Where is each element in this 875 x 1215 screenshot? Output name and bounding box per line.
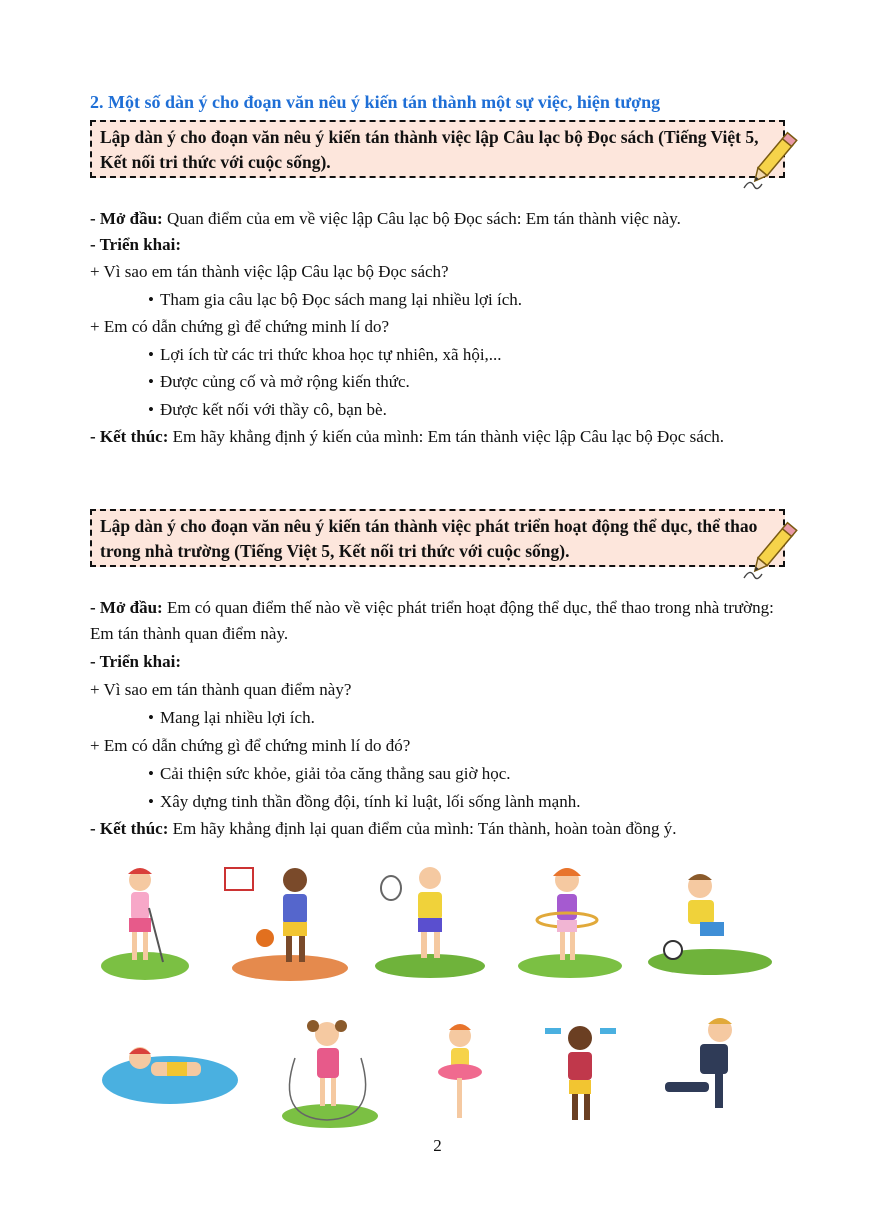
pencil-icon [740, 130, 810, 192]
soccer-boy-figure [648, 874, 772, 975]
outline2-bullet-2: • Cải thiện sức khỏe, giải tỏa căng thẳng sau giờ học. [148, 761, 868, 787]
outline2-bullet-1: • Mang lại nhiều lợi ích. [148, 705, 868, 731]
jump-rope-girl-figure [282, 1020, 378, 1128]
outline1-question-1: + Vì sao em tán thành việc lập Câu lạc bộ Đọc sách? [90, 262, 449, 281]
task-box-sports: Lập dàn ý cho đoạn văn nêu ý kiến tán thành việc phát triển hoạt động thể dục, thể thao trong nhà trường (Tiếng Việt 5, Kết nối tri thức với cuộc sống). [90, 509, 785, 567]
dumbbell-boy-figure [545, 1026, 616, 1120]
tennis-boy-figure [375, 867, 485, 978]
outline2-ending: - Kết thúc: Em hãy khẳng định lại quan điểm của mình: Tán thành, hoàn toàn đồng ý. [90, 819, 677, 838]
outline1-bullet-3: • Được củng cố và mở rộng kiến thức. [148, 369, 868, 395]
sports-children-illustration [95, 858, 785, 1133]
outline1-body-label: - Triển khai: [90, 235, 181, 254]
page-number: 2 [433, 1136, 442, 1155]
outline2-question-2: + Em có dẫn chứng gì để chứng minh lí do đó? [90, 736, 411, 755]
outline2-bullet-3: • Xây dựng tinh thần đồng đội, tính kỉ luật, lối sống lành mạnh. [148, 789, 868, 815]
pencil-icon [740, 520, 810, 582]
outline2-question-1: + Vì sao em tán thành quan điểm này? [90, 680, 352, 699]
outline2-body-label: - Triển khai: [90, 652, 181, 671]
outline1-bullet-2: • Lợi ích từ các tri thức khoa học tự nhiên, xã hội,... [148, 342, 868, 368]
martial-arts-boy-figure [665, 1018, 732, 1108]
outline1-opening: - Mở đầu: Quan điểm của em về việc lập Câu lạc bộ Đọc sách: Em tán thành việc này. [90, 209, 681, 228]
swimmer-figure [102, 1047, 238, 1104]
basketball-boy-figure [225, 868, 348, 981]
outline1-question-2: + Em có dẫn chứng gì để chứng minh lí do? [90, 317, 390, 336]
hula-hoop-girl-figure [518, 868, 622, 978]
golf-girl-figure [101, 868, 189, 980]
outline1-bullet-4: • Được kết nối với thầy cô, bạn bè. [148, 397, 868, 423]
outline2-opening: - Mở đầu: Em có quan điểm thế nào về việc phát triển hoạt động thể dục, thể thao trong nhà trường: Em tán thành quan điểm này. [90, 598, 774, 643]
task-box-reading-club: Lập dàn ý cho đoạn văn nêu ý kiến tán thành việc lập Câu lạc bộ Đọc sách (Tiếng Việt 5, Kết nối tri thức với cuộc sống). [90, 120, 785, 178]
section-title: 2. Một số dàn ý cho đoạn văn nêu ý kiến tán thành một sự việc, hiện tượng [90, 92, 661, 112]
outline1-bullet-1: • Tham gia câu lạc bộ Đọc sách mang lại nhiều lợi ích. [148, 287, 868, 313]
ballet-girl-figure [438, 1024, 482, 1118]
outline1-ending: - Kết thúc: Em hãy khẳng định ý kiến của mình: Em tán thành việc lập Câu lạc bộ Đọc sách. [90, 427, 725, 446]
